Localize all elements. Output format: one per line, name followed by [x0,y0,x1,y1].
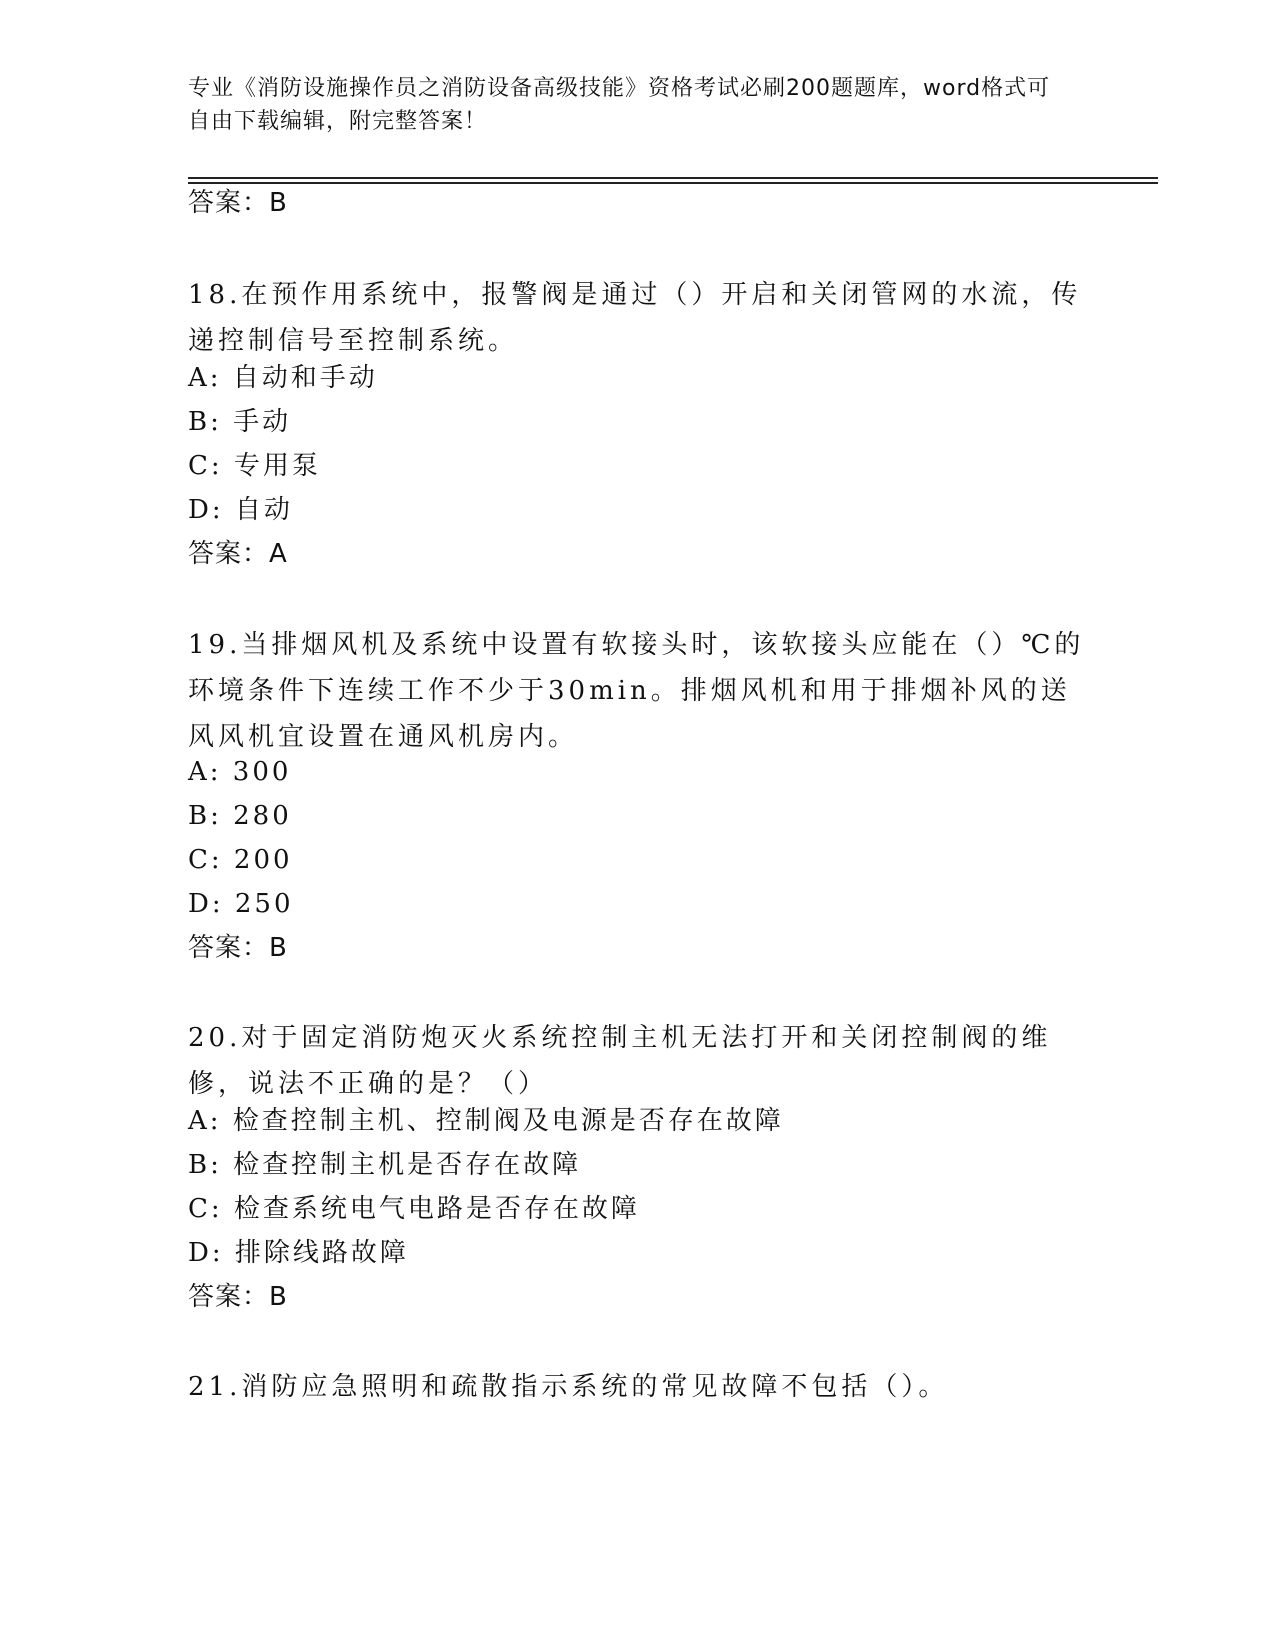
question-19-option-b: B: 280 [188,801,292,831]
previous-answer: 答案：B [188,188,288,218]
question-20-answer: 答案：B [188,1282,288,1312]
question-19-option-d: D: 250 [188,889,294,919]
header-divider-bottom [188,182,1158,184]
question-21-text: 21.消防应急照明和疏散指示系统的常见故障不包括（）。 [188,1372,949,1402]
question-18-text: 18.在预作用系统中，报警阀是通过（）开启和关闭管网的水流，传递控制信号至控制系统。 [188,280,1082,356]
question-20-option-a: A: 检查控制主机、控制阀及电源是否存在故障 [188,1106,784,1136]
question-20-option-c: C: 检查系统电气电路是否存在故障 [188,1194,640,1224]
question-20-text: 20.对于固定消防炮灭火系统控制主机无法打开和关闭控制阀的维修，说法不正确的是？（） [188,1023,1052,1099]
question-18-option-d: D: 自动 [188,495,293,525]
question-18-option-a: A: 自动和手动 [188,363,378,393]
question-20-option-d: D: 排除线路故障 [188,1238,409,1268]
question-19-answer: 答案：B [188,933,288,963]
question-18-option-b: B: 手动 [188,407,292,437]
question-18-answer: 答案：A [188,539,288,569]
header-divider-top [188,177,1158,179]
question-20-option-b: B: 检查控制主机是否存在故障 [188,1150,582,1180]
question-19-option-c: C: 200 [188,845,293,875]
question-19-option-a: A: 300 [188,757,292,787]
document-header: 专业《消防设施操作员之消防设备高级技能》资格考试必刷200题题库，word格式可自由下载编辑，附完整答案！ [188,76,1051,134]
question-18-option-c: C: 专用泵 [188,451,321,481]
question-19-text: 19.当排烟风机及系统中设置有软接头时，该软接头应能在（）℃的环境条件下连续工作不少于30min。排烟风机和用于排烟补风的送风风机宜设置在通风机房内。 [188,630,1085,752]
